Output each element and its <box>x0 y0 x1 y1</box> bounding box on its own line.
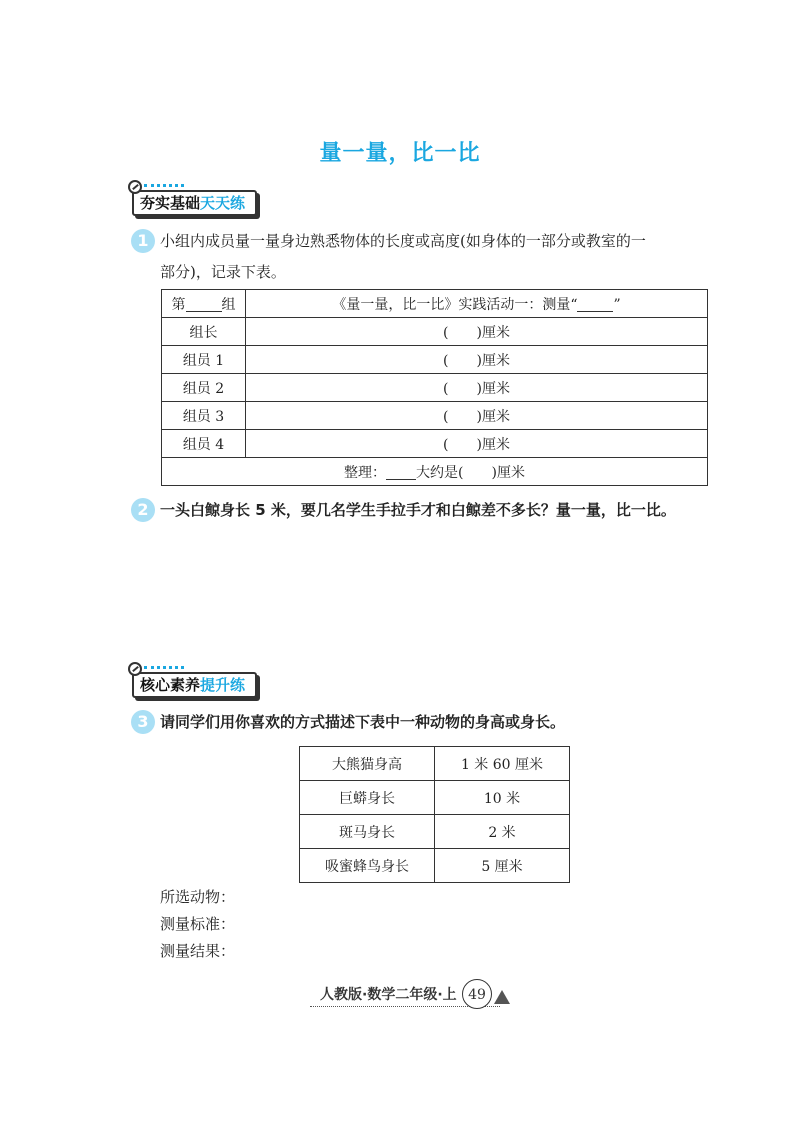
animal-name: 大熊猫身高 <box>300 747 435 781</box>
table-row <box>162 346 708 374</box>
decorative-dots <box>144 666 184 670</box>
summary-row <box>162 458 708 486</box>
measure-result-field[interactable]: 测量结果： <box>160 942 236 960</box>
pin-icon <box>128 180 142 194</box>
animal-size: 10 米 <box>435 781 570 815</box>
section-label <box>132 672 257 698</box>
summary-text: 大约是( )厘米 <box>416 464 525 481</box>
animal-table <box>299 746 570 883</box>
member-name: 组员 2 <box>162 374 246 402</box>
member-name: 组员 3 <box>162 402 246 430</box>
measure-target-blank[interactable] <box>577 298 613 312</box>
section-badge-basic <box>128 182 268 216</box>
group-number-cell[interactable] <box>162 290 246 318</box>
animal-name: 斑马身长 <box>300 815 435 849</box>
table-row <box>162 374 708 402</box>
animal-size: 5 厘米 <box>435 849 570 883</box>
decorative-dots <box>144 184 184 188</box>
section-label-bold: 夯实基础 <box>140 194 201 212</box>
activity-title: 《量一量，比一比》实践活动一：测量“ <box>332 296 578 313</box>
q1-text-line2: 部分)，记录下表。 <box>160 263 286 281</box>
question-number-3: 3 <box>131 710 155 734</box>
table-row <box>162 318 708 346</box>
table-row <box>300 815 570 849</box>
pin-icon <box>128 662 142 676</box>
member-name: 组员 1 <box>162 346 246 374</box>
question-number-1: 1 <box>131 229 155 253</box>
table-row <box>162 430 708 458</box>
selected-animal-field[interactable]: 所选动物： <box>160 888 236 906</box>
member-name: 组员 4 <box>162 430 246 458</box>
q2-text: 一头白鲸身长 5 米，要几名学生手拉手才和白鲸差不多长？量一量，比一比。 <box>160 501 676 519</box>
table-row <box>300 849 570 883</box>
group-prefix: 第 <box>171 296 186 313</box>
animal-size: 1 米 60 厘米 <box>435 747 570 781</box>
footer <box>320 984 457 1004</box>
section-label-bold: 核心素养 <box>140 676 201 694</box>
table-row <box>162 402 708 430</box>
member-value[interactable]: ( )厘米 <box>246 346 708 374</box>
table-row <box>300 747 570 781</box>
summary-cell[interactable] <box>162 458 708 486</box>
member-name: 组长 <box>162 318 246 346</box>
member-value[interactable]: ( )厘米 <box>246 402 708 430</box>
section-badge-advanced <box>128 664 268 698</box>
measurement-table <box>161 289 708 486</box>
table-row <box>300 781 570 815</box>
section-label <box>132 190 257 216</box>
group-suffix: 组 <box>221 296 236 313</box>
activity-title-cell[interactable] <box>246 290 708 318</box>
q3-text: 请同学们用你喜欢的方式描述下表中一种动物的身高或身长。 <box>160 713 566 731</box>
group-blank[interactable] <box>186 298 222 312</box>
section-label-colored: 天天练 <box>200 194 246 212</box>
summary-blank[interactable] <box>386 466 416 480</box>
question-number-2: 2 <box>131 498 155 522</box>
member-value[interactable]: ( )厘米 <box>246 430 708 458</box>
activity-title-end: ” <box>613 296 621 313</box>
table-header-row <box>162 290 708 318</box>
section-label-colored: 提升练 <box>200 676 246 694</box>
q1-text-line1: 小组内成员量一量身边熟悉物体的长度或高度(如身体的一部分或教室的一 <box>160 232 646 250</box>
footer-text: 人教版·数学二年级·上 <box>320 987 457 1003</box>
summary-label: 整理： <box>344 464 387 481</box>
member-value[interactable]: ( )厘米 <box>246 374 708 402</box>
animal-size: 2 米 <box>435 815 570 849</box>
member-value[interactable]: ( )厘米 <box>246 318 708 346</box>
page-title: 量一量，比一比 <box>319 141 481 166</box>
animal-name: 吸蜜蜂鸟身长 <box>300 849 435 883</box>
measure-standard-field[interactable]: 测量标准： <box>160 915 236 933</box>
page-number: 49 <box>462 979 492 1009</box>
triangle-icon <box>494 990 510 1004</box>
animal-name: 巨蟒身长 <box>300 781 435 815</box>
